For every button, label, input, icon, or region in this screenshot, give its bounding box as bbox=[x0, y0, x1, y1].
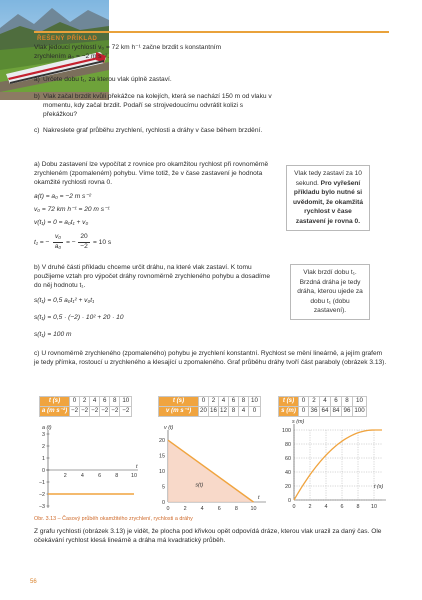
y-axis-label: s (m) bbox=[292, 419, 305, 425]
x-tick-label: 6 bbox=[217, 506, 221, 512]
x-tick-label: 2 bbox=[183, 506, 187, 512]
y-tick-label: 0 bbox=[42, 468, 45, 474]
task-label: b) bbox=[34, 93, 40, 100]
table-cell: −2 bbox=[80, 406, 90, 416]
table-cell: −2 bbox=[100, 406, 110, 416]
equation-5: s(t₁) = 0,5 a₀t₁² + v₀t₁ bbox=[34, 297, 95, 304]
eq4-num2: 20 bbox=[80, 233, 88, 240]
table-cell: 0 bbox=[299, 406, 309, 416]
y-tick-label: 10 bbox=[159, 469, 165, 476]
intro-line: zrychlením a₀ = −2 m s⁻². bbox=[34, 52, 110, 60]
x-tick-label: 0 bbox=[166, 506, 170, 512]
note-box-a bbox=[286, 165, 370, 231]
eq4-den2: −2 bbox=[80, 243, 88, 250]
table-cell: −2 bbox=[110, 406, 120, 416]
equation-7: s(t₁) = 100 m bbox=[34, 331, 72, 338]
y-tick-label: 2 bbox=[42, 444, 45, 450]
y-axis-label: a (t) bbox=[42, 425, 52, 431]
table-cell: −2 bbox=[120, 406, 132, 416]
table-cell: 0 bbox=[199, 397, 209, 407]
chart-velocity bbox=[150, 422, 270, 512]
equation-1: a(t) = a₀ = −2 m s⁻² bbox=[34, 193, 92, 200]
y-tick-label: 15 bbox=[159, 453, 165, 460]
table-row bbox=[159, 406, 261, 416]
x-tick-label: 8 bbox=[234, 506, 238, 512]
table-cell: 6 bbox=[100, 397, 110, 407]
table-cell: 0 bbox=[249, 406, 261, 416]
equation-3: v(t₁) = 0 = a₀t₁ + v₀ bbox=[34, 219, 89, 226]
x-axis-label: t (s) bbox=[374, 484, 384, 490]
table-cell: 36 bbox=[309, 406, 320, 416]
table-cell: 10 bbox=[353, 397, 367, 407]
table-row bbox=[40, 406, 132, 416]
table-cell: 6 bbox=[229, 397, 239, 407]
table-header: s (m) bbox=[279, 406, 299, 416]
equation-4 bbox=[34, 233, 154, 253]
y-tick-label: 20 bbox=[159, 438, 165, 445]
table-cell: 64 bbox=[320, 406, 331, 416]
table-cell: 8 bbox=[229, 406, 239, 416]
y-tick-label: 1 bbox=[42, 456, 45, 462]
x-tick-label: 2 bbox=[63, 473, 67, 479]
table-header: t (s) bbox=[159, 397, 199, 407]
x-tick-label: 2 bbox=[308, 504, 312, 510]
table-cell: 2 bbox=[209, 397, 219, 407]
x-tick-label: 4 bbox=[324, 504, 328, 510]
table-row bbox=[279, 406, 367, 416]
task-text: Určete dobu t₁, za kterou vlak úplně zastaví. bbox=[43, 76, 172, 83]
chart-acceleration-svg bbox=[34, 422, 144, 512]
table-cell: −2 bbox=[90, 406, 100, 416]
section-label: ŘEŠENÝ PŘÍKLAD bbox=[37, 35, 98, 42]
y-tick-label: 60 bbox=[285, 456, 291, 462]
chart-velocity-svg bbox=[150, 422, 270, 512]
table-row bbox=[40, 397, 132, 407]
x-axis-label: t bbox=[258, 495, 260, 501]
solution-c-paragraph: c) U rovnoměrně zrychleného (zpomaleného) pohybu je zrychlení konstantní. Rychlost se mění lineárně, a jejím grafem je tedy přímka, rostoucí u zrychleného a klesající u zpomaleného. Graf průběhu dráhy tvoří část paraboly (obrázek 3.13). bbox=[34, 350, 387, 366]
final-paragraph: Z grafu rychlosti (obrázek 3.13) je vidět, že plocha pod křivkou opět odpovídá dráze, kterou vlak urazil za daný čas. Ole očekávání rychlost klesá lineárně a dráha má kvadratický průběh. bbox=[34, 528, 382, 544]
table-cell: 10 bbox=[120, 397, 132, 407]
y-tick-label: 40 bbox=[285, 470, 291, 476]
equation-2: v₀ = 72 km h⁻¹ = 20 m s⁻¹ bbox=[34, 206, 110, 213]
x-tick-label: 10 bbox=[371, 504, 377, 510]
table-cell: 16 bbox=[209, 406, 219, 416]
table-cell: 0 bbox=[299, 397, 309, 407]
table-header: a (m s⁻²) bbox=[40, 406, 70, 416]
table-header: v (m s⁻¹) bbox=[159, 406, 199, 416]
x-tick-label: 8 bbox=[356, 504, 360, 510]
note-box-b: Vlak brzdí dobu t₁. Brzdná dráha je tedy dráha, kterou ujede za dobu t₁ (dobu zastavení). bbox=[290, 264, 370, 320]
y-tick-label: −1 bbox=[38, 480, 45, 486]
x-axis-label: t bbox=[136, 464, 138, 470]
table-header: t (s) bbox=[279, 397, 299, 407]
y-tick-label: 5 bbox=[162, 484, 165, 491]
x-tick-label: 6 bbox=[98, 473, 102, 479]
chart-acceleration bbox=[34, 422, 144, 512]
y-tick-label: 20 bbox=[285, 484, 291, 490]
solution-b-paragraph: b) V druhé části příkladu chceme určit dráhu, na které vlak zastaví. K tomu použijeme vztah pro výpočet dráhy rovnoměrně zrychleného pohybu a dosadíme do něj hodnotu t₁. bbox=[34, 264, 271, 289]
table-cell: 96 bbox=[342, 406, 353, 416]
table-cell: −2 bbox=[70, 406, 80, 416]
table-cell: 84 bbox=[331, 406, 342, 416]
eq4-den: a₀ bbox=[54, 243, 62, 250]
x-tick-label: 8 bbox=[115, 473, 119, 479]
x-tick-label: 10 bbox=[131, 473, 137, 479]
chart-distance bbox=[272, 418, 390, 512]
table-cell: 100 bbox=[353, 406, 367, 416]
task-label: c) bbox=[34, 127, 40, 134]
table-cell: 8 bbox=[342, 397, 353, 407]
x-tick-label: 0 bbox=[292, 504, 296, 510]
eq4-num: v₀ bbox=[54, 233, 62, 240]
y-tick-label: 80 bbox=[285, 442, 291, 448]
x-tick-label: 10 bbox=[250, 506, 257, 512]
table-cell: 4 bbox=[219, 397, 229, 407]
table-row bbox=[159, 397, 261, 407]
eq4-mid: = − bbox=[66, 239, 76, 246]
table-cell: 8 bbox=[239, 397, 249, 407]
solution-a-paragraph: a) Dobu zastavení lze vypočítat z rovnice pro okamžitou rychlost při rovnoměrně zrychleném (zpomaleném) pohybu. Víme totiž, že v čase zastavení je hodnota okamžité rychlosti rovna 0. bbox=[34, 161, 269, 186]
section-rule bbox=[34, 31, 389, 33]
table-distance bbox=[278, 396, 367, 417]
eq4-rhs: = 10 s bbox=[93, 239, 112, 246]
series-line-distance bbox=[294, 430, 382, 500]
y-tick-label: 0 bbox=[288, 498, 291, 504]
problem-intro bbox=[34, 44, 389, 62]
task-text: Nakreslete graf průběhu zrychlení, rychlosti a dráhy v čase během brzdění. bbox=[43, 127, 263, 134]
y-tick-label: 3 bbox=[42, 432, 45, 438]
note-emphasis: Pro vyřešení příkladu bylo nutné si uvědomit, že okamžitá rychlost v čase zastavení je rovna 0. bbox=[293, 179, 363, 225]
y-tick-label: −2 bbox=[38, 492, 45, 498]
table-cell: 4 bbox=[239, 406, 249, 416]
table-cell: 8 bbox=[110, 397, 120, 407]
equation-6: s(t₁) = 0,5 · (−2) · 10² + 20 · 10 bbox=[34, 314, 124, 321]
eq4-lhs: t₁ = − bbox=[34, 239, 50, 246]
intro-line: Vlak jedoucí rychlostí v₀ = 72 km h⁻¹ začne brzdit s konstantním bbox=[34, 44, 222, 51]
table-cell: 0 bbox=[70, 397, 80, 407]
y-tick-label: 100 bbox=[282, 428, 291, 434]
table-cell: 6 bbox=[331, 397, 342, 407]
page-number: 56 bbox=[30, 579, 37, 585]
table-velocity bbox=[158, 396, 261, 417]
table-cell: 2 bbox=[309, 397, 320, 407]
figure-caption: Obr. 3.13 – Časový průběh okamžitého zrychlení, rychlosti a dráhy bbox=[34, 516, 193, 522]
table-row bbox=[279, 397, 367, 407]
chart-distance-svg bbox=[272, 418, 390, 512]
table-cell: 2 bbox=[80, 397, 90, 407]
task-label: a) bbox=[34, 76, 40, 83]
table-cell: 4 bbox=[320, 397, 331, 407]
task-text: Vlak začal brzdit kvůli překážce na kolejích, která se nachází 150 m od vlaku v momentu, kdy začal brzdit. Podaří se strojvedoucímu odvrátit kolizi s překážkou? bbox=[43, 93, 272, 118]
table-cell: 4 bbox=[90, 397, 100, 407]
x-tick-label: 6 bbox=[340, 504, 344, 510]
table-cell: 12 bbox=[219, 406, 229, 416]
table-cell: 20 bbox=[199, 406, 209, 416]
y-tick-label: −3 bbox=[38, 504, 45, 510]
y-axis-label: v (t) bbox=[164, 425, 174, 431]
table-acceleration bbox=[39, 396, 132, 417]
table-header: t (s) bbox=[40, 397, 70, 407]
area-label: s(t) bbox=[195, 482, 204, 489]
table-cell: 10 bbox=[249, 397, 261, 407]
x-tick-label: 4 bbox=[80, 473, 84, 479]
y-tick-label: 0 bbox=[162, 500, 165, 506]
x-tick-label: 4 bbox=[200, 506, 204, 512]
note-text: Vlak tedy zastaví za 10 sekund. bbox=[294, 170, 362, 187]
